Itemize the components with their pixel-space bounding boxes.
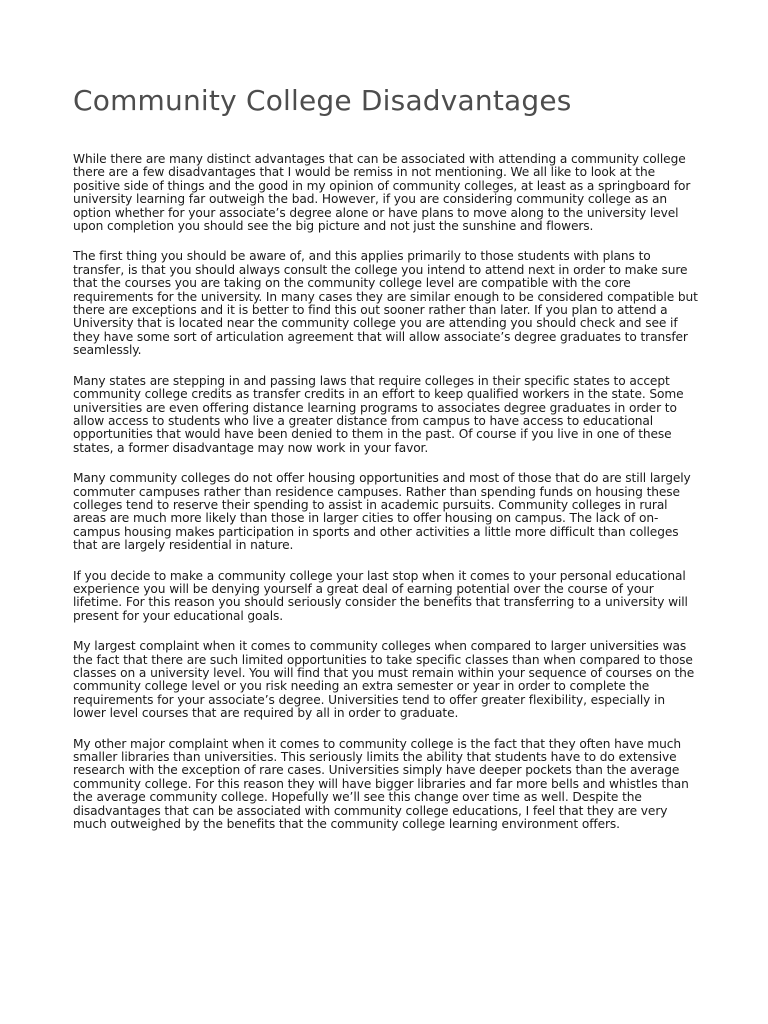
paragraph-transfer-compatibility: The first thing you should be aware of, and this applies primarily to those students with plans to transfer, is that you should always consult the college you intend to attend next in order to make sure that the courses you are taking on the community college level are compatible with the core requirements for the university. In many cases they are similar enough to be considered compatible but there are exceptions and it is better to find this out sooner rather than later. If you plan to attend a University that is located near the community college you are attending you should check and see if they have some sort of articulation agreement that will allow associate’s degree graduates to transfer seamlessly. xyxy=(73,249,698,358)
paragraph-state-laws: Many states are stepping in and passing laws that require colleges in their specific states to accept community college credits as transfer credits in an effort to keep qualified workers in the state. Some universities are even offering distance learning programs to associates degree graduates in order to allow access to students who live a greater distance from campus to have access to educational opportunities that would have been denied to them in the past. Of course if you live in one of these states, a former disadvantage may now work in your favor. xyxy=(73,373,684,455)
paragraph-housing: Many community colleges do not offer housing opportunities and most of those that do are still largely commuter campuses rather than residence campuses. Rather than spending funds on housing these colleges tend to reserve their spending to assist in academic pursuits. Community colleges in rural areas are much more likely than those in larger cities to offer housing on campus. The lack of on-campus housing makes participation in sports and other activities a little more difficult than colleges that are largely residential in nature. xyxy=(73,471,691,553)
document-body xyxy=(73,153,698,831)
document-title: Community College Disadvantages xyxy=(73,84,572,117)
paragraph-libraries: My other major complaint when it comes to community college is the fact that they often have much smaller libraries than universities. This seriously limits the ability that students have to do extensive research with the exception of rare cases. Universities simply have deeper pockets than the average community college. For this reason they will have bigger libraries and far more bells and whistles than the average community college. Hopefully we’ll see this change over time as well. Despite the disadvantages that can be associated with community college educations, I feel that they are very much outweighed by the benefits that the community college learning environment offers. xyxy=(73,736,689,832)
paragraph-earning-potential: If you decide to make a community college your last stop when it comes to your personal educational experience you will be denying yourself a great deal of earning potential over the course of your lifetime. For this reason you should seriously consider the benefits that transferring to a university will present for your educational goals. xyxy=(73,568,688,623)
paragraph-limited-classes: My largest complaint when it comes to community colleges when compared to larger universities was the fact that there are such limited opportunities to take specific classes than when compared to those classes on a university level. You will find that you must remain within your sequence of courses on the community college level or you risk needing an extra semester or year in order to complete the requirements for your associate’s degree. Universities tend to offer greater flexibility, especially in lower level courses that are required by all in order to graduate. xyxy=(73,639,695,721)
paragraph-intro: While there are many distinct advantages that can be associated with attending a community college there are a few disadvantages that I would be remiss in not mentioning. We all like to look at the positive side of things and the good in my opinion of community colleges, at least as a springboard for university learning far outweigh the bad. However, if you are considering community college as an option whether for your associate’s degree alone or have plans to move along to the university level upon completion you should see the big picture and not just the sunshine and flowers. xyxy=(73,152,691,234)
